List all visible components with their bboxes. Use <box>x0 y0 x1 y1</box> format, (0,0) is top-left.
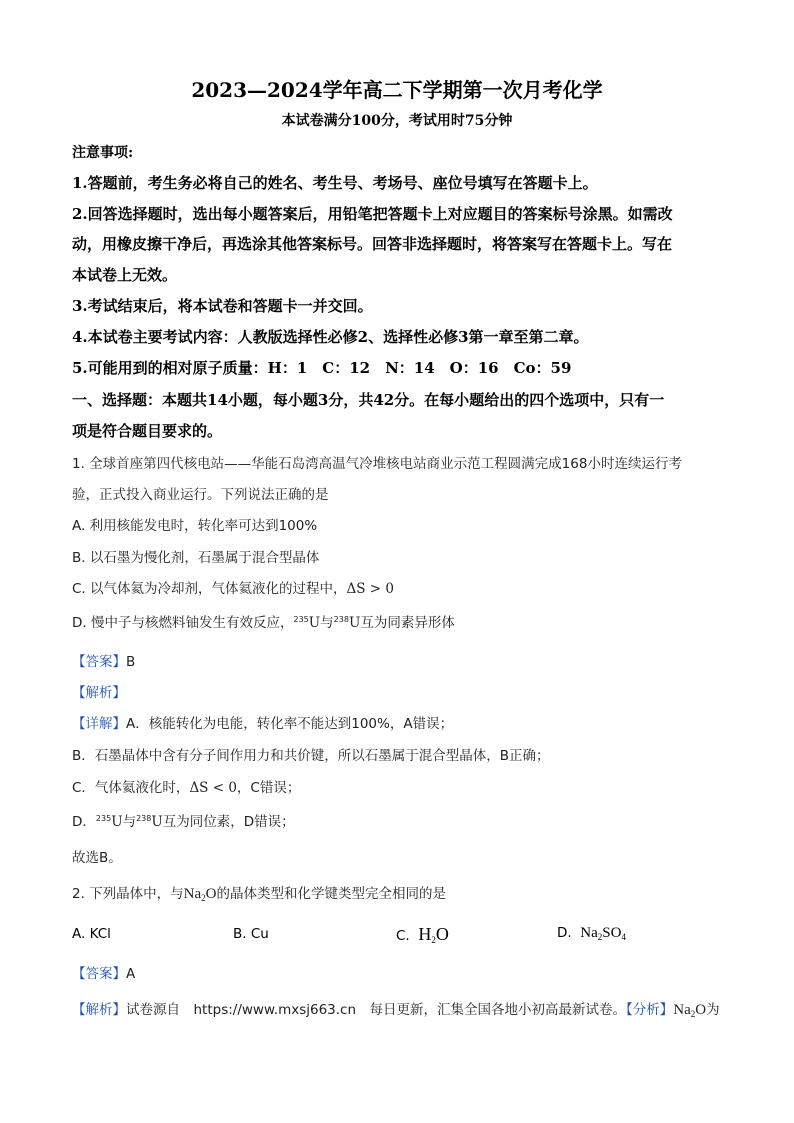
na-subscript: 2 <box>690 1009 696 1019</box>
u-symbol: U <box>348 615 361 631</box>
u238-mass-number: 238 <box>333 615 349 624</box>
option-d-label: D. <box>557 925 572 941</box>
u-symbol: U <box>308 615 321 631</box>
question-1-analysis-tag <box>72 681 126 701</box>
notes-heading: 注意事项: <box>72 145 134 161</box>
question-1-stem-line-2: 验，正式投入商业运行。下列说法正确的是 <box>72 487 329 503</box>
analysis-tag: 【解析】 <box>72 1002 126 1018</box>
na-symbol: Na <box>580 925 598 941</box>
u-symbol: U <box>151 814 163 830</box>
note-4: 4.本试卷主要考试内容：人教版选择性必修2、选择性必修3第一章至第二章。 <box>72 328 589 346</box>
question-1-detail-b: B．石墨晶体中含有分子间作用力和共价键，所以石墨属于混合型晶体，B正确； <box>72 748 550 764</box>
question-1-conclusion: 故选B。 <box>72 850 122 866</box>
analysis-tail: 为 <box>706 1002 720 1018</box>
analysis-tag: 【解析】 <box>72 685 126 701</box>
question-1-option-b: B. 以石墨为慢化剂，石墨属于混合型晶体 <box>72 550 320 566</box>
question-2-stem-tail: 的晶体类型和化学键类型完全相同的是 <box>216 886 447 902</box>
o-symbol: O <box>205 886 217 902</box>
page-title: 2023—2024学年高二下学期第一次月考化学 <box>191 78 603 102</box>
detail-a-text: A．核能转化为电能，转化率不能达到100%，A错误； <box>126 716 454 732</box>
o-symbol: O <box>435 924 449 944</box>
question-1-option-d <box>72 611 455 631</box>
note-2-line-3: 本试卷上无效。 <box>72 266 178 284</box>
so-subscript: 4 <box>621 932 626 942</box>
note-2-line-2: 动，用橡皮擦干净后，再选涂其他答案标号。回答非选择题时，将答案写在答题卡上。写在 <box>72 235 673 253</box>
entropy-inequality: ΔS < 0 <box>189 780 237 796</box>
detail-tag: 【详解】 <box>72 716 126 732</box>
detail-c-text: C．气体氦液化时， <box>72 780 190 796</box>
question-2-option-d <box>557 925 626 942</box>
question-1-detail-a <box>72 712 453 732</box>
question-1-option-c <box>72 577 394 597</box>
formula-h2o <box>418 924 449 944</box>
and-word: 与 <box>122 814 137 830</box>
h-subscript: 2 <box>431 935 436 945</box>
and-word: 与 <box>320 615 334 631</box>
page-subtitle: 本试卷满分100分，考试用时75分钟 <box>281 113 513 129</box>
answer-value: B <box>126 654 136 670</box>
question-2-stem <box>72 882 446 903</box>
na-symbol: Na <box>673 1002 691 1018</box>
question-2-answer <box>72 962 135 982</box>
na-subscript: 2 <box>201 893 206 903</box>
answer-tag: 【答案】 <box>72 654 126 670</box>
h-symbol: H <box>418 924 432 944</box>
detail-d-tail: 互为同位素，D错误； <box>162 814 295 830</box>
fenxi-tag: 【分析】 <box>626 1002 674 1018</box>
question-1-detail-c <box>72 776 300 796</box>
option-d-text: D. 慢中子与核燃料铀发生有效反应， <box>72 615 294 631</box>
formula-na2so4 <box>580 925 626 941</box>
formula-na2o <box>184 886 217 902</box>
question-2-stem-text: 2. 下列晶体中，与 <box>72 886 184 902</box>
note-2-line-1: 2.回答选择题时，选出每小题答案后，用铅笔把答题卡上对应题目的答案标号涂黑。如需改 <box>72 205 673 223</box>
answer-tag: 【答案】 <box>72 966 126 982</box>
answer-value: A <box>126 966 136 982</box>
option-d-tail: 互为同素异形体 <box>360 615 455 631</box>
entropy-inequality: ΔS > 0 <box>346 581 394 597</box>
note-5: 5.可能用到的相对原子质量：H：1 C：12 N：14 O：16 Co：59 <box>72 359 572 377</box>
u235-mass-number: 235 <box>293 615 309 624</box>
question-1-option-a: A. 利用核能发电时，转化率可达到100% <box>72 518 318 534</box>
note-3: 3.考试结束后，将本试卷和答题卡一并交回。 <box>72 297 373 315</box>
question-2-option-a: A. KCl <box>72 926 111 942</box>
question-2-option-c <box>396 924 449 945</box>
u235-mass-number: 235 <box>95 814 112 823</box>
question-2-analysis <box>72 998 720 1019</box>
formula-na2o <box>673 1002 706 1018</box>
question-1-detail-d <box>72 810 295 830</box>
na-symbol: Na <box>183 886 202 902</box>
option-c-text: C. 以气体氦为冷却剂，气体氦液化的过程中， <box>72 581 347 597</box>
note-1: 1.答题前，考生务必将自己的姓名、考生号、考场号、座位号填写在答题卡上。 <box>72 174 598 192</box>
option-c-label: C. <box>396 928 410 944</box>
detail-c-tail: ，C错误； <box>236 780 301 796</box>
question-2-option-b: B. Cu <box>233 926 269 942</box>
question-1-answer <box>72 650 135 670</box>
u238-mass-number: 238 <box>136 814 152 823</box>
question-1-stem-line-1: 1. 全球首座第四代核电站——华能石岛湾高温气冷堆核电站商业示范工程圆满完成168小时连续运行考 <box>72 456 682 472</box>
u-symbol: U <box>111 814 123 830</box>
section-1-line-2: 项是符合题目要求的。 <box>72 422 223 440</box>
section-1-line-1: 一、选择题：本题共14小题，每小题3分，共42分。在每小题给出的四个选项中，只有一 <box>72 391 665 409</box>
detail-d-prefix: D． <box>72 814 96 830</box>
so-symbol: SO <box>602 925 622 941</box>
o-symbol: O <box>695 1002 707 1018</box>
source-note: 试卷源自 https://www.mxsj663.cn 每日更新，汇集全国各地小初高最新试卷。 <box>126 1002 627 1018</box>
na-subscript: 2 <box>597 932 603 942</box>
